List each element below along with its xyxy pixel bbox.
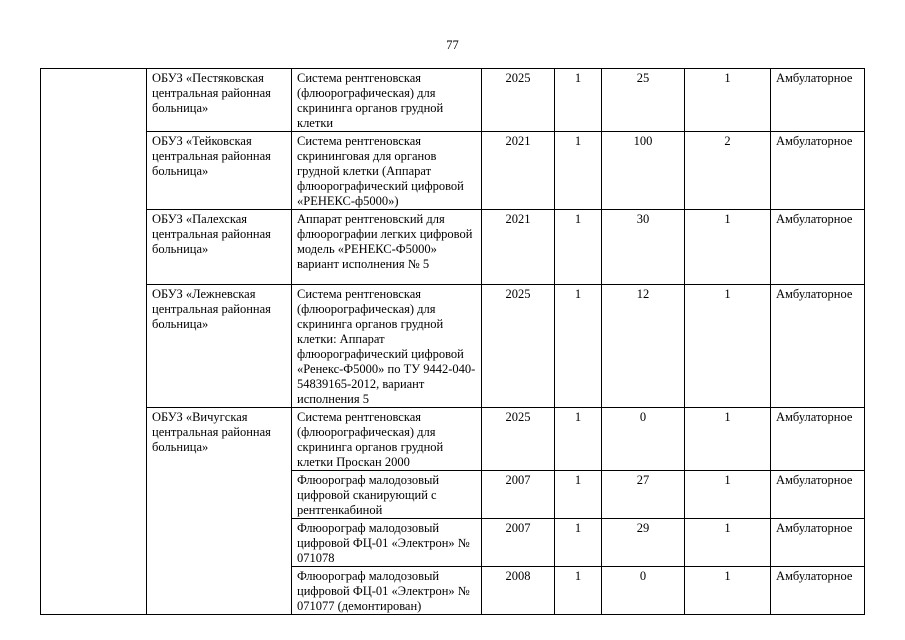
table-row <box>41 408 865 471</box>
shifts-cell: 1 <box>685 471 771 519</box>
year-cell: 2007 <box>482 519 555 567</box>
table-row <box>41 210 865 285</box>
type-cell: Амбулаторное <box>771 132 865 210</box>
equipment-cell: Система рентгеновская (флюорографическая) для скрининга органов грудной клетки Проскан 2000 <box>292 408 482 471</box>
year-cell: 2021 <box>482 210 555 285</box>
equipment-cell: Система рентгеновская (флюорографическая) для скрининга органов грудной клетки <box>292 69 482 132</box>
qty-cell: 1 <box>555 285 602 408</box>
load-cell: 25 <box>602 69 685 132</box>
load-cell: 100 <box>602 132 685 210</box>
qty-cell: 1 <box>555 567 602 615</box>
equipment-cell: Система рентгеновская скрининговая для органов грудной клетки (Аппарат флюорографический цифровой «РЕНЕКС-ф5000») <box>292 132 482 210</box>
qty-cell: 1 <box>555 471 602 519</box>
org-cell: ОБУЗ «Пестяковская центральная районная больница» <box>147 69 292 132</box>
type-cell: Амбулаторное <box>771 519 865 567</box>
type-cell: Амбулаторное <box>771 69 865 132</box>
equipment-cell: Флюорограф малодозовый цифровой сканирующий с рентгенкабиной <box>292 471 482 519</box>
shifts-cell: 1 <box>685 408 771 471</box>
shifts-cell: 1 <box>685 519 771 567</box>
org-cell: ОБУЗ «Тейковская центральная районная больница» <box>147 132 292 210</box>
qty-cell: 1 <box>555 519 602 567</box>
year-cell: 2007 <box>482 471 555 519</box>
qty-cell: 1 <box>555 132 602 210</box>
number-cell <box>41 69 147 615</box>
year-cell: 2025 <box>482 285 555 408</box>
load-cell: 30 <box>602 210 685 285</box>
table-row <box>41 132 865 210</box>
equipment-table <box>40 68 865 615</box>
qty-cell: 1 <box>555 69 602 132</box>
shifts-cell: 1 <box>685 567 771 615</box>
table-row <box>41 69 865 132</box>
type-cell: Амбулаторное <box>771 210 865 285</box>
type-cell: Амбулаторное <box>771 408 865 471</box>
page-number: 77 <box>446 38 459 52</box>
qty-cell: 1 <box>555 408 602 471</box>
equipment-cell: Флюорограф малодозовый цифровой ФЦ-01 «Электрон» № 071078 <box>292 519 482 567</box>
org-cell: ОБУЗ «Вичугская центральная районная больница» <box>147 408 292 615</box>
qty-cell: 1 <box>555 210 602 285</box>
table-row <box>41 285 865 408</box>
org-cell: ОБУЗ «Лежневская центральная районная больница» <box>147 285 292 408</box>
shifts-cell: 1 <box>685 69 771 132</box>
load-cell: 0 <box>602 408 685 471</box>
org-cell: ОБУЗ «Палехская центральная районная больница» <box>147 210 292 285</box>
shifts-cell: 1 <box>685 210 771 285</box>
year-cell: 2008 <box>482 567 555 615</box>
year-cell: 2025 <box>482 69 555 132</box>
type-cell: Амбулаторное <box>771 567 865 615</box>
load-cell: 27 <box>602 471 685 519</box>
type-cell: Амбулаторное <box>771 471 865 519</box>
load-cell: 12 <box>602 285 685 408</box>
load-cell: 29 <box>602 519 685 567</box>
year-cell: 2021 <box>482 132 555 210</box>
year-cell: 2025 <box>482 408 555 471</box>
type-cell: Амбулаторное <box>771 285 865 408</box>
equipment-cell: Система рентгеновская (флюорографическая) для скрининга органов грудной клетки: Аппарат флюорографический цифровой «Ренекс-Ф5000» по ТУ 9442-040-54839165-2012, вариант исполнения 5 <box>292 285 482 408</box>
equipment-cell: Аппарат рентгеновский для флюорографии легких цифровой модель «РЕНЕКС-Ф5000» вариант исполнения № 5 <box>292 210 482 285</box>
equipment-cell: Флюорограф малодозовый цифровой ФЦ-01 «Электрон» № 071077 (демонтирован) <box>292 567 482 615</box>
shifts-cell: 1 <box>685 285 771 408</box>
load-cell: 0 <box>602 567 685 615</box>
shifts-cell: 2 <box>685 132 771 210</box>
